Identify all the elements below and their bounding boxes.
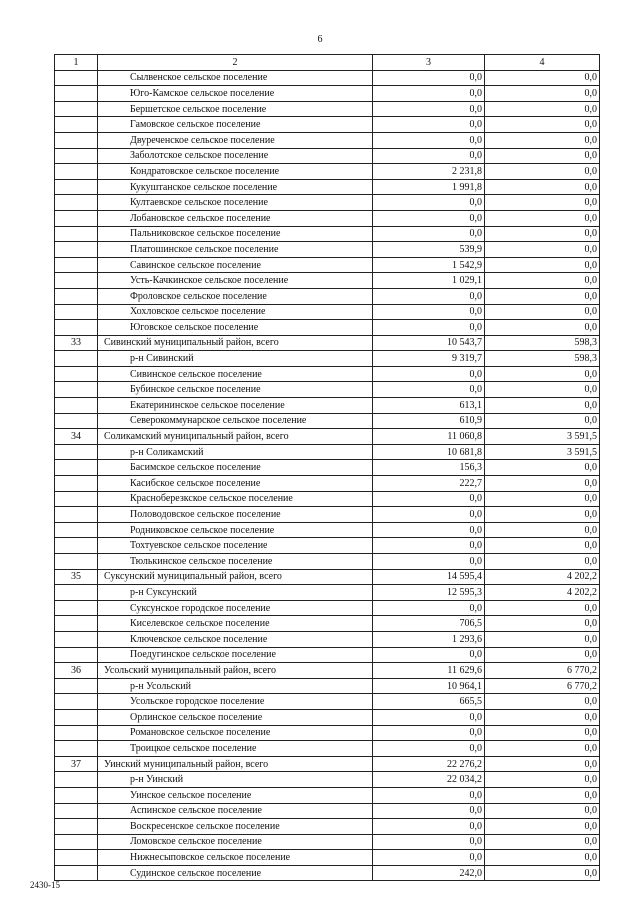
- row-name: Суксунский муниципальный район, всего: [98, 569, 373, 585]
- row-value-col3: 0,0: [373, 507, 485, 523]
- row-value-col3: 22 276,2: [373, 756, 485, 772]
- row-value-col3: 12 595,3: [373, 585, 485, 601]
- row-value-col4: 0,0: [485, 164, 600, 180]
- row-number: [55, 398, 98, 414]
- row-name: р-н Соликамский: [98, 444, 373, 460]
- row-name: Кондратовское сельское поселение: [98, 164, 373, 180]
- row-value-col3: 0,0: [373, 850, 485, 866]
- row-number: [55, 117, 98, 133]
- row-value-col4: 0,0: [485, 491, 600, 507]
- table-row: [55, 600, 600, 616]
- row-number: [55, 709, 98, 725]
- table-row: [55, 351, 600, 367]
- table-row: [55, 242, 600, 258]
- row-number: [55, 164, 98, 180]
- table-row: [55, 476, 600, 492]
- table-row: [55, 819, 600, 835]
- row-number: [55, 304, 98, 320]
- row-value-col3: 0,0: [373, 210, 485, 226]
- row-value-col4: 0,0: [485, 865, 600, 881]
- row-value-col3: 0,0: [373, 522, 485, 538]
- table-row: [55, 491, 600, 507]
- row-value-col4: 0,0: [485, 647, 600, 663]
- row-value-col3: 22 034,2: [373, 772, 485, 788]
- row-number: [55, 273, 98, 289]
- row-value-col4: 0,0: [485, 725, 600, 741]
- row-value-col4: 0,0: [485, 257, 600, 273]
- row-value-col4: 0,0: [485, 242, 600, 258]
- row-value-col4: 0,0: [485, 210, 600, 226]
- row-number: [55, 741, 98, 757]
- row-value-col3: 11 629,6: [373, 663, 485, 679]
- row-name: Бубинское сельское поселение: [98, 382, 373, 398]
- row-value-col3: 0,0: [373, 600, 485, 616]
- row-name: Судинское сельское поселение: [98, 865, 373, 881]
- header-col-1: 1: [55, 55, 98, 71]
- row-number: [55, 491, 98, 507]
- table-row: [55, 709, 600, 725]
- row-name: Бершетское сельское поселение: [98, 101, 373, 117]
- row-value-col4: 0,0: [485, 709, 600, 725]
- table-row: [55, 569, 600, 585]
- row-value-col3: 0,0: [373, 819, 485, 835]
- row-value-col3: 222,7: [373, 476, 485, 492]
- row-name: Култаевское сельское поселение: [98, 195, 373, 211]
- row-name: Аспинское сельское поселение: [98, 803, 373, 819]
- row-name: Воскресенское сельское поселение: [98, 819, 373, 835]
- row-name: Киселевское сельское поселение: [98, 616, 373, 632]
- row-value-col3: 0,0: [373, 834, 485, 850]
- row-value-col4: 0,0: [485, 366, 600, 382]
- table-row: [55, 741, 600, 757]
- row-name: Заболотское сельское поселение: [98, 148, 373, 164]
- table-row: [55, 101, 600, 117]
- row-value-col3: 0,0: [373, 117, 485, 133]
- row-value-col3: 0,0: [373, 288, 485, 304]
- header-col-4: 4: [485, 55, 600, 71]
- row-value-col3: 0,0: [373, 491, 485, 507]
- row-number: [55, 850, 98, 866]
- row-name: Тюлькинское сельское поселение: [98, 554, 373, 570]
- table-row: [55, 226, 600, 242]
- row-number: [55, 148, 98, 164]
- row-value-col3: 9 319,7: [373, 351, 485, 367]
- row-value-col4: 0,0: [485, 132, 600, 148]
- row-name: Усть-Качкинское сельское поселение: [98, 273, 373, 289]
- row-name: Троицкое сельское поселение: [98, 741, 373, 757]
- row-value-col3: 0,0: [373, 787, 485, 803]
- row-number: [55, 522, 98, 538]
- row-value-col4: 0,0: [485, 803, 600, 819]
- table-row: [55, 70, 600, 86]
- row-name: Сивинский муниципальный район, всего: [98, 335, 373, 351]
- row-value-col3: 10 543,7: [373, 335, 485, 351]
- row-name: Двуреченское сельское поселение: [98, 132, 373, 148]
- row-value-col4: 3 591,5: [485, 444, 600, 460]
- row-number: 34: [55, 429, 98, 445]
- header-row: [55, 55, 600, 71]
- row-value-col4: 0,0: [485, 850, 600, 866]
- row-number: [55, 413, 98, 429]
- row-name: р-н Суксунский: [98, 585, 373, 601]
- row-value-col4: 0,0: [485, 772, 600, 788]
- row-name: Уинское сельское поселение: [98, 787, 373, 803]
- row-value-col4: 0,0: [485, 787, 600, 803]
- row-number: [55, 382, 98, 398]
- row-name: Юговское сельское поселение: [98, 320, 373, 336]
- row-value-col4: 598,3: [485, 351, 600, 367]
- row-value-col4: 0,0: [485, 195, 600, 211]
- row-number: [55, 725, 98, 741]
- row-name: р-н Усольский: [98, 678, 373, 694]
- table-row: [55, 413, 600, 429]
- table-row: [55, 86, 600, 102]
- row-number: [55, 70, 98, 86]
- row-value-col4: 0,0: [485, 304, 600, 320]
- row-value-col3: 11 060,8: [373, 429, 485, 445]
- row-value-col3: 0,0: [373, 195, 485, 211]
- row-value-col4: 598,3: [485, 335, 600, 351]
- table-row: [55, 694, 600, 710]
- table-row: [55, 725, 600, 741]
- row-value-col4: 0,0: [485, 834, 600, 850]
- row-value-col3: 665,5: [373, 694, 485, 710]
- row-name: Уинский муниципальный район, всего: [98, 756, 373, 772]
- table-row: [55, 195, 600, 211]
- row-number: [55, 647, 98, 663]
- row-value-col3: 0,0: [373, 803, 485, 819]
- row-value-col3: 0,0: [373, 320, 485, 336]
- row-number: [55, 694, 98, 710]
- row-value-col3: 0,0: [373, 382, 485, 398]
- row-number: [55, 476, 98, 492]
- row-number: [55, 787, 98, 803]
- table-row: [55, 647, 600, 663]
- row-value-col3: 1 029,1: [373, 273, 485, 289]
- row-value-col3: 0,0: [373, 86, 485, 102]
- row-name: Хохловское сельское поселение: [98, 304, 373, 320]
- table-row: [55, 522, 600, 538]
- table-row: [55, 834, 600, 850]
- row-value-col4: 0,0: [485, 86, 600, 102]
- row-number: [55, 460, 98, 476]
- header-col-2: 2: [98, 55, 373, 71]
- row-value-col4: 0,0: [485, 413, 600, 429]
- row-number: 36: [55, 663, 98, 679]
- table-row: [55, 366, 600, 382]
- row-value-col3: 0,0: [373, 741, 485, 757]
- table-row: [55, 304, 600, 320]
- row-value-col4: 6 770,2: [485, 678, 600, 694]
- table-row: [55, 273, 600, 289]
- row-value-col3: 10 964,1: [373, 678, 485, 694]
- table-row: [55, 538, 600, 554]
- row-name: Гамовское сельское поселение: [98, 117, 373, 133]
- row-value-col4: 0,0: [485, 538, 600, 554]
- table-row: [55, 429, 600, 445]
- row-value-col4: 0,0: [485, 819, 600, 835]
- row-value-col3: 2 231,8: [373, 164, 485, 180]
- table-row: [55, 663, 600, 679]
- row-value-col4: 0,0: [485, 600, 600, 616]
- row-value-col3: 0,0: [373, 538, 485, 554]
- row-name: Поедугинское сельское поселение: [98, 647, 373, 663]
- row-number: [55, 101, 98, 117]
- row-value-col3: 1 991,8: [373, 179, 485, 195]
- row-number: 33: [55, 335, 98, 351]
- row-value-col3: 0,0: [373, 148, 485, 164]
- row-value-col3: 0,0: [373, 304, 485, 320]
- row-value-col3: 0,0: [373, 725, 485, 741]
- row-value-col3: 0,0: [373, 709, 485, 725]
- row-number: [55, 865, 98, 881]
- row-value-col4: 0,0: [485, 507, 600, 523]
- row-number: [55, 257, 98, 273]
- table-row: [55, 382, 600, 398]
- row-name: р-н Сивинский: [98, 351, 373, 367]
- row-value-col3: 156,3: [373, 460, 485, 476]
- row-name: Фроловское сельское поселение: [98, 288, 373, 304]
- table-row: [55, 398, 600, 414]
- row-value-col3: 1 293,6: [373, 631, 485, 647]
- row-number: [55, 600, 98, 616]
- row-name: Сылвенское сельское поселение: [98, 70, 373, 86]
- row-value-col4: 0,0: [485, 117, 600, 133]
- row-value-col4: 0,0: [485, 226, 600, 242]
- row-value-col4: 4 202,2: [485, 569, 600, 585]
- row-value-col3: 242,0: [373, 865, 485, 881]
- table-row: [55, 865, 600, 881]
- table-row: [55, 678, 600, 694]
- row-name: Платошинское сельское поселение: [98, 242, 373, 258]
- row-number: [55, 132, 98, 148]
- row-value-col4: 0,0: [485, 554, 600, 570]
- row-value-col4: 0,0: [485, 101, 600, 117]
- row-value-col3: 0,0: [373, 101, 485, 117]
- table-row: [55, 335, 600, 351]
- table-row: [55, 444, 600, 460]
- row-number: [55, 585, 98, 601]
- row-value-col4: 0,0: [485, 288, 600, 304]
- row-number: [55, 444, 98, 460]
- row-value-col3: 610,9: [373, 413, 485, 429]
- row-number: [55, 86, 98, 102]
- row-value-col4: 0,0: [485, 476, 600, 492]
- row-value-col4: 0,0: [485, 70, 600, 86]
- row-value-col3: 10 681,8: [373, 444, 485, 460]
- table-row: [55, 257, 600, 273]
- table-row: [55, 803, 600, 819]
- row-name: Тохтуевское сельское поселение: [98, 538, 373, 554]
- table-row: [55, 288, 600, 304]
- table-row: [55, 616, 600, 632]
- row-value-col3: 0,0: [373, 132, 485, 148]
- row-value-col3: 0,0: [373, 647, 485, 663]
- row-name: Касибское сельское поселение: [98, 476, 373, 492]
- row-number: [55, 320, 98, 336]
- row-number: [55, 242, 98, 258]
- row-value-col4: 0,0: [485, 382, 600, 398]
- row-value-col4: 0,0: [485, 179, 600, 195]
- row-value-col3: 0,0: [373, 226, 485, 242]
- row-name: Сивинское сельское поселение: [98, 366, 373, 382]
- budget-table: [54, 54, 600, 881]
- table-row: [55, 585, 600, 601]
- table-row: [55, 117, 600, 133]
- table-row: [55, 507, 600, 523]
- row-name: р-н Уинский: [98, 772, 373, 788]
- row-name: Усольский муниципальный район, всего: [98, 663, 373, 679]
- row-name: Юго-Камское сельское поселение: [98, 86, 373, 102]
- row-value-col4: 0,0: [485, 694, 600, 710]
- row-value-col4: 0,0: [485, 631, 600, 647]
- row-name: Ломовское сельское поселение: [98, 834, 373, 850]
- row-number: [55, 554, 98, 570]
- header-col-3: 3: [373, 55, 485, 71]
- footer-code: 2430-15: [30, 880, 60, 890]
- row-name: Савинское сельское поселение: [98, 257, 373, 273]
- row-value-col4: 0,0: [485, 148, 600, 164]
- row-value-col4: 0,0: [485, 320, 600, 336]
- row-name: Северокоммунарское сельское поселение: [98, 413, 373, 429]
- row-number: [55, 538, 98, 554]
- table-row: [55, 554, 600, 570]
- table-row: [55, 179, 600, 195]
- row-number: [55, 834, 98, 850]
- table-row: [55, 787, 600, 803]
- row-name: Ключевское сельское поселение: [98, 631, 373, 647]
- row-value-col3: 1 542,9: [373, 257, 485, 273]
- row-number: [55, 616, 98, 632]
- table-row: [55, 460, 600, 476]
- row-value-col4: 0,0: [485, 398, 600, 414]
- table-row: [55, 631, 600, 647]
- row-name: Кукуштанское сельское поселение: [98, 179, 373, 195]
- row-name: Пальниковское сельское поселение: [98, 226, 373, 242]
- row-name: Красноберезкское сельское поселение: [98, 491, 373, 507]
- table-row: [55, 148, 600, 164]
- row-value-col4: 0,0: [485, 522, 600, 538]
- row-name: Соликамский муниципальный район, всего: [98, 429, 373, 445]
- row-number: [55, 226, 98, 242]
- row-number: [55, 631, 98, 647]
- row-value-col3: 613,1: [373, 398, 485, 414]
- row-name: Усольское городское поселение: [98, 694, 373, 710]
- row-value-col3: 0,0: [373, 366, 485, 382]
- row-number: [55, 351, 98, 367]
- row-value-col4: 0,0: [485, 756, 600, 772]
- row-number: [55, 195, 98, 211]
- row-value-col3: 539,9: [373, 242, 485, 258]
- table-row: [55, 132, 600, 148]
- table-row: [55, 756, 600, 772]
- row-value-col3: 706,5: [373, 616, 485, 632]
- row-number: 35: [55, 569, 98, 585]
- table-row: [55, 850, 600, 866]
- table-row: [55, 164, 600, 180]
- row-value-col4: 0,0: [485, 460, 600, 476]
- row-name: Орлинское сельское поселение: [98, 709, 373, 725]
- row-number: [55, 678, 98, 694]
- row-name: Романовское сельское поселение: [98, 725, 373, 741]
- row-number: [55, 210, 98, 226]
- row-number: [55, 366, 98, 382]
- row-value-col3: 14 595,4: [373, 569, 485, 585]
- page-number: 6: [317, 34, 323, 45]
- table-row: [55, 210, 600, 226]
- row-value-col4: 0,0: [485, 741, 600, 757]
- table-row: [55, 320, 600, 336]
- row-name: Суксунское городское поселение: [98, 600, 373, 616]
- row-number: 37: [55, 756, 98, 772]
- row-value-col4: 0,0: [485, 616, 600, 632]
- row-value-col4: 3 591,5: [485, 429, 600, 445]
- row-number: [55, 819, 98, 835]
- row-number: [55, 772, 98, 788]
- row-name: Половодовское сельское поселение: [98, 507, 373, 523]
- row-value-col3: 0,0: [373, 554, 485, 570]
- row-value-col4: 4 202,2: [485, 585, 600, 601]
- row-number: [55, 288, 98, 304]
- row-value-col4: 0,0: [485, 273, 600, 289]
- row-name: Нижнесыповское сельское поселение: [98, 850, 373, 866]
- row-value-col3: 0,0: [373, 70, 485, 86]
- row-number: [55, 803, 98, 819]
- row-name: Екатерининское сельское поселение: [98, 398, 373, 414]
- row-name: Лобановское сельское поселение: [98, 210, 373, 226]
- row-name: Басимское сельское поселение: [98, 460, 373, 476]
- row-number: [55, 179, 98, 195]
- row-name: Родниковское сельское поселение: [98, 522, 373, 538]
- table-row: [55, 772, 600, 788]
- row-number: [55, 507, 98, 523]
- row-value-col4: 6 770,2: [485, 663, 600, 679]
